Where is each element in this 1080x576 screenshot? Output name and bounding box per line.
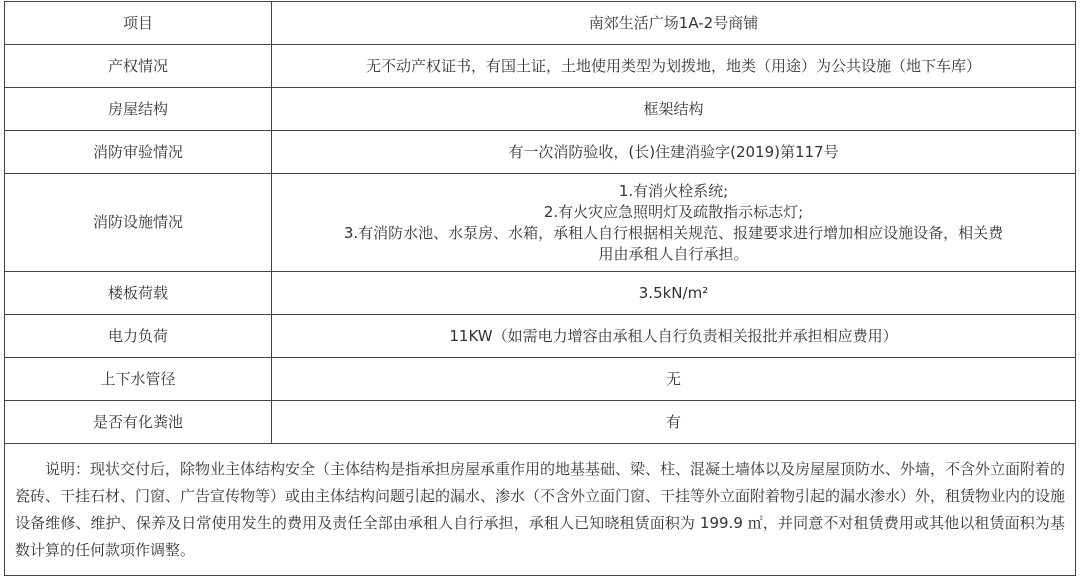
table-row-fire-facilities xyxy=(5,174,1076,272)
table-row-fire-inspection xyxy=(5,131,1076,174)
fire-facility-line: 1.有消火栓系统; xyxy=(618,181,729,200)
row-label: 电力负荷 xyxy=(5,315,272,358)
row-value: 南郊生活广场1A-2号商铺 xyxy=(272,2,1076,45)
table-row-septic-tank xyxy=(5,401,1076,444)
row-value: 无 xyxy=(272,358,1076,401)
row-value xyxy=(272,174,1076,272)
table-row-water-pipe xyxy=(5,358,1076,401)
row-label: 房屋结构 xyxy=(5,88,272,131)
row-value: 无不动产权证书，有国土证，土地使用类型为划拨地，地类（用途）为公共设施（地下车库） xyxy=(272,45,1076,88)
fire-facility-line: 2.有火灾应急照明灯及疏散指示标志灯; xyxy=(543,202,804,221)
table-row-project xyxy=(5,2,1076,45)
row-value: 3.5kN/m² xyxy=(272,272,1076,315)
row-label: 项目 xyxy=(5,2,272,45)
table-row-property-rights xyxy=(5,45,1076,88)
fire-facility-line: 用由承租人自行承担。 xyxy=(598,244,749,263)
row-label: 楼板荷载 xyxy=(5,272,272,315)
note-text: 说明：现状交付后，除物业主体结构安全（主体结构是指承担房屋承重作用的地基基础、梁、柱、混凝土墙体以及房屋屋顶防水、外墙，不含外立面附着的瓷砖、干挂石材、门窗、广告宣传物等）或由主体结构问题引起的漏水、渗水（不含外立面门窗、干挂等外立面附着物引起的漏水渗水）外，租赁物业内的设施设备维修、维护、保养及日常使用发生的费用及责任全部由承租人自行承担，承租人已知晓租赁面积为 199.9 ㎡，并同意不对租赁费用或其他以租赁面积为基数计算的任何款项作调整。 xyxy=(15,459,1066,559)
row-label: 消防审验情况 xyxy=(5,131,272,174)
row-value: 框架结构 xyxy=(272,88,1076,131)
table-row-floor-load xyxy=(5,272,1076,315)
note-cell xyxy=(5,444,1076,576)
row-value: 有 xyxy=(272,401,1076,444)
property-info-table xyxy=(4,1,1076,576)
row-label: 产权情况 xyxy=(5,45,272,88)
table-row-power-load xyxy=(5,315,1076,358)
table-row-structure xyxy=(5,88,1076,131)
row-label: 是否有化粪池 xyxy=(5,401,272,444)
fire-facility-line: 3.有消防水池、水泵房、水箱，承租人自行根据相关规范、报建要求进行增加相应设施设备，相关费 xyxy=(343,223,1004,242)
row-label: 上下水管径 xyxy=(5,358,272,401)
row-value: 有一次消防验收，(长)住建消验字(2019)第117号 xyxy=(272,131,1076,174)
table-row-note xyxy=(5,444,1076,576)
row-value: 11KW（如需电力增容由承租人自行负责相关报批并承担相应费用） xyxy=(272,315,1076,358)
row-label: 消防设施情况 xyxy=(5,174,272,272)
